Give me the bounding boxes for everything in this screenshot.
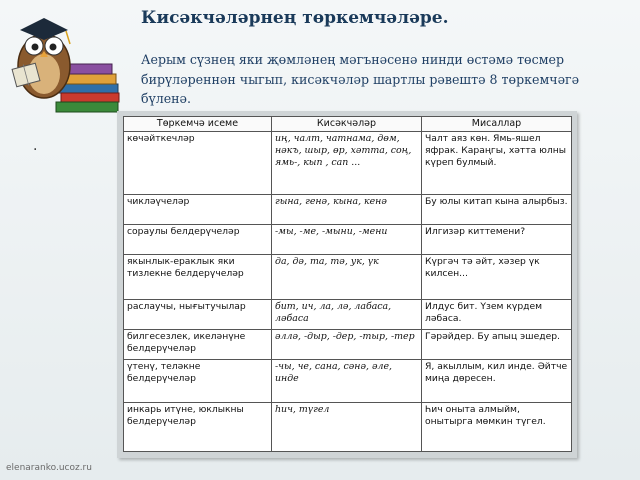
particles-cell: иң, чалт, чатнама, дөм, нәкъ, шыр, өр, хәтта, соң, ямь-, кып , сап ... [272, 132, 422, 195]
table-row [124, 194, 572, 224]
bullet-dot: . [33, 138, 38, 154]
group-name-cell: көчәйткечләр [124, 132, 272, 195]
particles-cell: -чы, че, сана, сәнә, әле, инде [272, 360, 422, 403]
table-row [124, 255, 572, 300]
group-name-cell: сораулы белдерүчеләр [124, 224, 272, 254]
group-name-cell: үтенү, теләкне белдерүчеләр [124, 360, 272, 403]
example-cell: Илдус бит. Үзем күрдем ләбаса. [422, 299, 572, 329]
group-name-cell: чикләүчеләр [124, 194, 272, 224]
particles-table [123, 116, 572, 452]
particles-cell: әллә, -дыр, -дер, -тыр, -тер [272, 330, 422, 360]
example-cell: Илгизәр киттемени? [422, 224, 572, 254]
example-cell: Бу юлы китап кына алырбыз. [422, 194, 572, 224]
particles-cell: -мы, -ме, -мыни, -мени [272, 224, 422, 254]
owl-books-icon [6, 4, 126, 116]
table-header-row [124, 117, 572, 132]
group-name-cell: якынлык-ераклык яки тизлекне белдерүчеләр [124, 255, 272, 300]
example-cell: Гәрәйдер. Бу апыц эшедер. [422, 330, 572, 360]
particles-cell: да, дә, та, тә, ук, үк [272, 255, 422, 300]
header-particles: Кисәкчәләр [272, 117, 422, 132]
particles-cell: гына, генә, кына, кенә [272, 194, 422, 224]
table-row [124, 299, 572, 329]
example-cell: Чалт аяз көн. Ямь-яшел яфрак. Караңгы, хәтта юлны күреп булмый. [422, 132, 572, 195]
table-row [124, 360, 572, 403]
group-name-cell: инкарь итүне, юклыкны белдерүчеләр [124, 402, 272, 451]
table-row [124, 132, 572, 195]
header-group-name: Төркемчә исеме [124, 117, 272, 132]
group-name-cell: билгесезлек, икеләнүне белдерүчеләр [124, 330, 272, 360]
source-watermark: elenaranko.ucoz.ru [6, 463, 92, 473]
table-row [124, 224, 572, 254]
example-cell: Һич онытa алмыйм, онытырга мөмкин түгел. [422, 402, 572, 451]
particles-cell: һич, түгел [272, 402, 422, 451]
example-cell: Күргәч тә әйт, хәзер үк килсен... [422, 255, 572, 300]
table-row [124, 330, 572, 360]
group-name-cell: раслаучы, нығытучылар [124, 299, 272, 329]
slide-title: Кисәкчәләрнең төркемчәләре. [141, 8, 449, 28]
example-cell: Я, акыллым, кил инде. Әйтче миңа дөресен. [422, 360, 572, 403]
table-row [124, 402, 572, 451]
particles-cell: бит, ич, ла, лә, лабаса, лəбаса [272, 299, 422, 329]
header-examples: Мисаллар [422, 117, 572, 132]
intro-paragraph: Аерым сүзнең яки җөмләнең мәгънәсенә нинди өстәмә төсмер бирүләреннән чыгып, кисәкчәләр шартлы рәвештә 8 төркемчәгә бүленә. [141, 52, 580, 106]
